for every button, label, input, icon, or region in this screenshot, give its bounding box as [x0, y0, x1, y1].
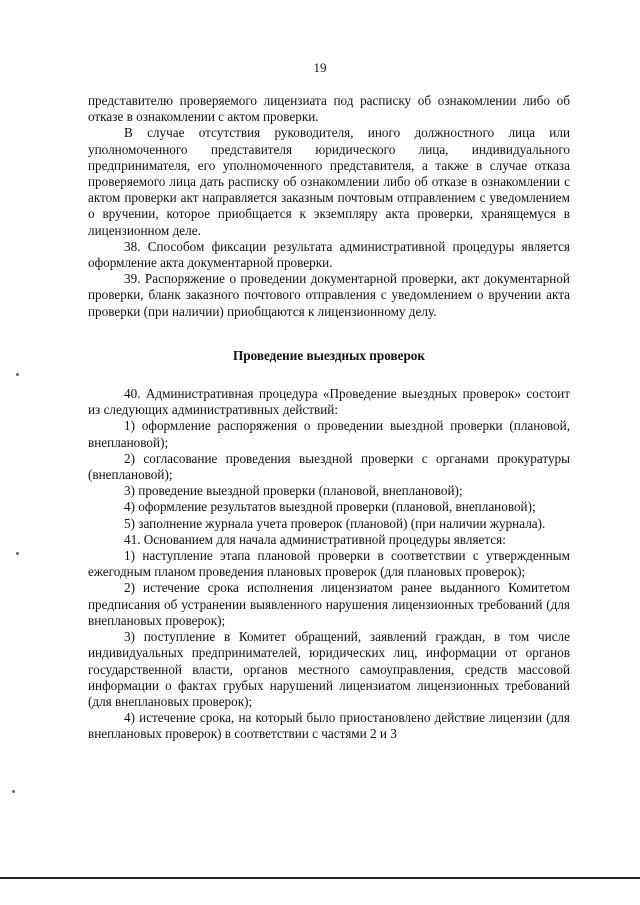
document-body — [88, 93, 570, 743]
section-heading: Проведение выездных проверок — [232, 347, 426, 363]
list-item: 5) заполнение журнала учета проверок (плановой) (при наличии журнала). — [124, 515, 546, 531]
paragraph: представителю проверяемого лицензиата под расписку об ознакомлении либо об отказе в ознакомлении с актом проверки. — [88, 93, 570, 125]
list-item: 2) согласование проведения выездной проверки с органами прокуратуры (внеплановой); — [88, 450, 570, 483]
paragraph-41: 41. Основанием для начала административной процедуры является: — [124, 531, 506, 547]
list-item: 3) проведение выездной проверки (плановой, внеплановой); — [124, 483, 463, 499]
list-item: 1) наступление этапа плановой проверки в соответствии с утвержденным ежегодным планом проведения плановых проверок (для плановых проверок); — [88, 548, 570, 580]
scan-edge-line — [0, 877, 640, 879]
list-item: 4) истечение срока, на который было приостановлено действие лицензии (для внеплановых проверок) в соответствии с частями 2 и 3 — [88, 710, 570, 742]
scan-speck — [16, 373, 19, 376]
scan-speck — [16, 552, 19, 555]
paragraph: В случае отсутствия руководителя, иного должностного лица или уполномоченного представителя юридического лица, индивидуального предпринимателя, его уполномоченного представителя, а также в случае отказа проверяемого лица дать расписку об ознакомлении либо об отказе в ознакомлении с актом проверки акт направляется заказным почтовым отправлением с уведомлением о вручении, которое приобщается к экземпляру акта проверки, хранящемуся в лицензионном деле. — [88, 125, 570, 238]
scan-speck — [12, 790, 15, 793]
paragraph-39: 39. Распоряжение о проведении документарной проверки, акт документарной проверки, бланк заказного почтового отправления с уведомлением о вручении акта проверки (при наличии) приобщаются к лицензионному делу. — [88, 271, 570, 319]
page-number: 19 — [313, 60, 327, 75]
list-item: 1) оформление распоряжения о проведении выездной проверки (плановой, внеплановой); — [88, 418, 570, 450]
list-item: 3) поступление в Комитет обращений, заявлений граждан, в том числе индивидуальных предпринимателей, юридических лиц, информации от органов государственной власти, органов местного самоуправления, средств массовой информации о фактах грубых нарушений лицензиатом лицензионных требований (для внеплановых проверок); — [88, 629, 570, 709]
list-item: 2) истечение срока исполнения лицензиатом ранее выданного Комитетом предписания об устранении выявленного нарушения лицензионных требований (для внеплановых проверок); — [88, 580, 570, 628]
paragraph-40: 40. Административная процедура «Проведение выездных проверок» состоит из следующих административных действий: — [88, 386, 570, 418]
paragraph-38: 38. Способом фиксации результата административной процедуры является оформление акта документарной проверки. — [88, 238, 570, 271]
list-item: 4) оформление результатов выездной проверки (плановой, внеплановой); — [124, 499, 536, 515]
